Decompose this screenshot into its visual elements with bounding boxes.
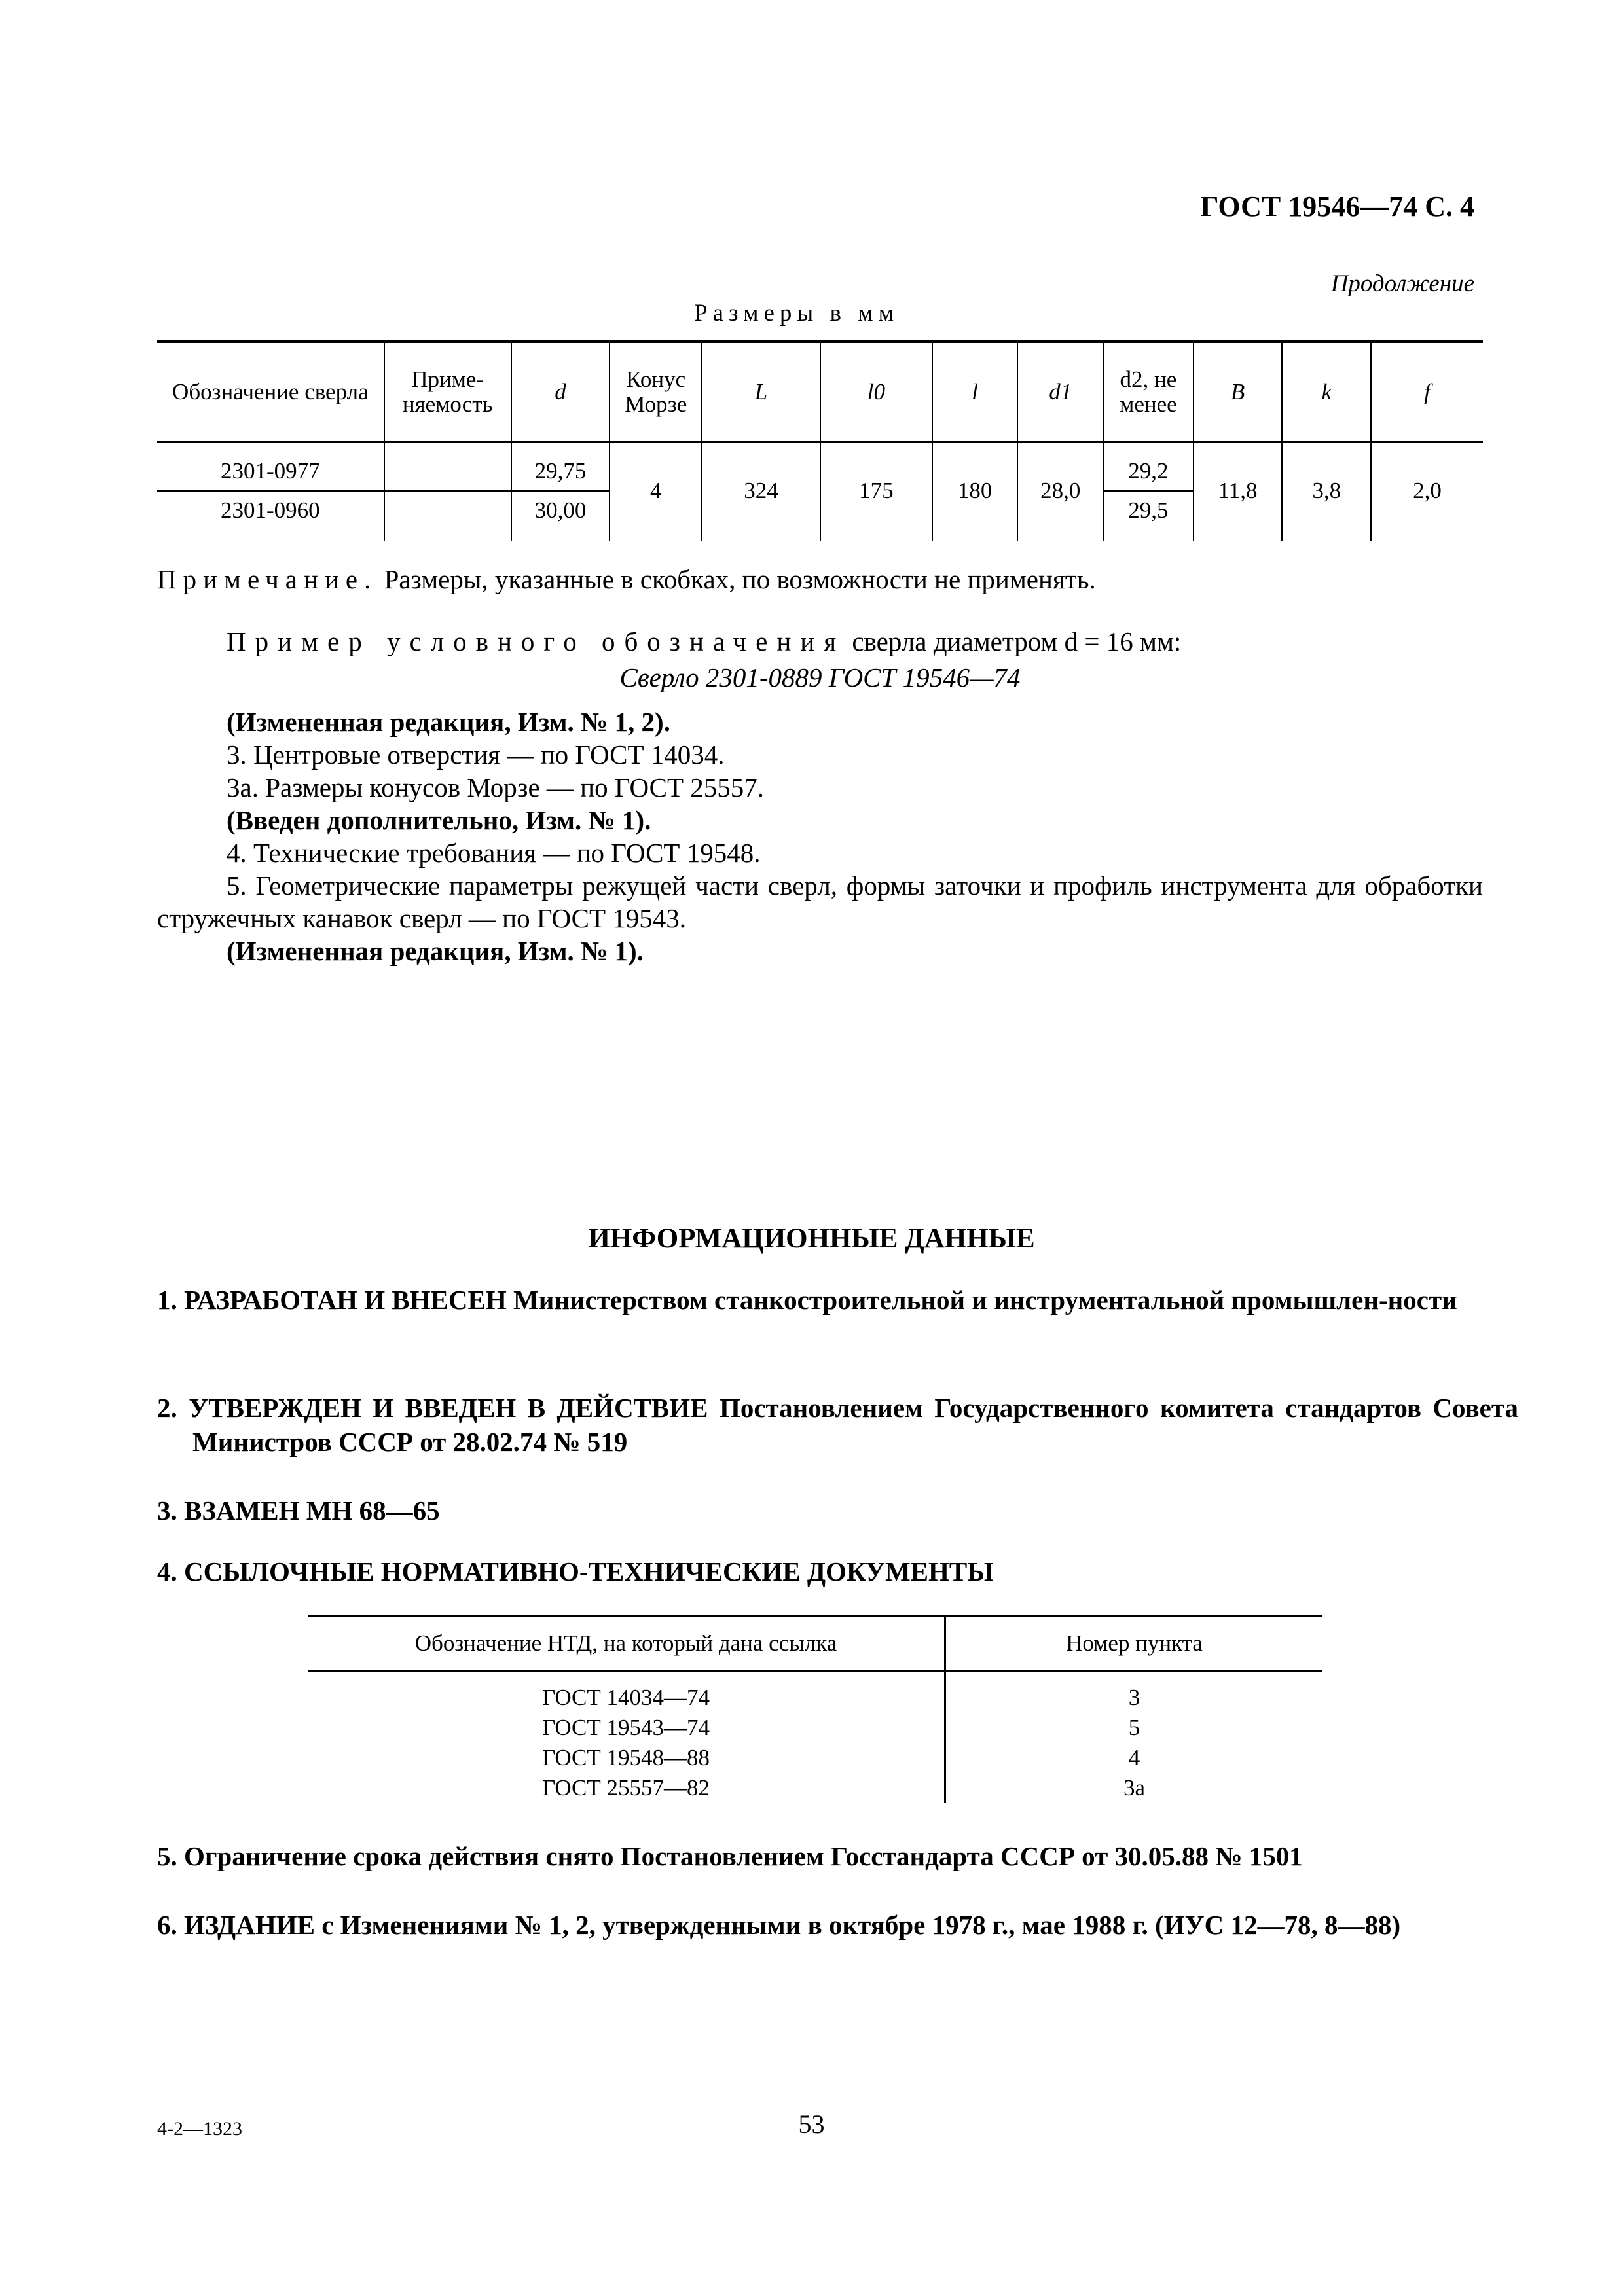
ref-item: 5 xyxy=(1128,1715,1140,1740)
table-row xyxy=(308,1713,1322,1743)
ref-doc: ГОСТ 25557—82 xyxy=(308,1773,945,1803)
info-item-6: 6. ИЗДАНИЕ с Изменениями № 1, 2, утвержденными в октябре 1978 г., мае 1988 г. (ИУС 12—78, 8—88) xyxy=(157,1910,1401,1940)
example-designation: Сверло 2301-0889 ГОСТ 19546—74 xyxy=(619,662,1021,692)
amendment-note-1: (Измененная редакция, Изм. № 1, 2). xyxy=(227,707,670,737)
table-caption: Размеры в мм xyxy=(694,300,900,327)
paragraph-3: 3. Центровые отверстия — по ГОСТ 14034. xyxy=(227,740,725,770)
cell-l0: 175 xyxy=(820,442,932,530)
col-header-d1: d1 xyxy=(1017,342,1103,442)
info-item-2: 2. УТВЕРЖДЕН И ВВЕДЕН В ДЕЙСТВИЕ Постановлением Государственного комитета стандартов Совета Министров СССР от 28.02.74 № 519 xyxy=(157,1393,1518,1457)
example-label: Пример условного обозначения xyxy=(227,626,846,656)
info-item-1: 1. РАЗРАБОТАН И ВНЕСЕН Министерством станкостроительной и инструментальной промышлен-ности xyxy=(157,1285,1457,1315)
info-section-title: ИНФОРМАЦИОННЫЕ ДАННЫЕ xyxy=(588,1223,1035,1254)
continuation-label: Продолжение xyxy=(1330,270,1474,297)
amendment-note-2: (Измененная редакция, Изм. № 1). xyxy=(227,936,644,966)
references-table xyxy=(308,1615,1322,1803)
col-header-d: d xyxy=(511,342,610,442)
cell-d1: 28,0 xyxy=(1017,442,1103,530)
col-header-l0: l0 xyxy=(820,342,932,442)
col-header-f: f xyxy=(1371,342,1483,442)
example-line xyxy=(157,625,1483,658)
paragraph-4: 4. Технические требования — по ГОСТ 19548. xyxy=(227,838,761,868)
cell-designation: 2301-0977 xyxy=(157,442,384,492)
cell-f: 2,0 xyxy=(1371,442,1483,530)
info-item-5: 5. Ограничение срока действия снято Постановлением Госстандарта СССР от 30.05.88 № 1501 xyxy=(157,1841,1303,1871)
table-row xyxy=(308,1773,1322,1803)
cell-designation: 2301-0960 xyxy=(221,497,320,523)
col-header-d2: d2, не менее xyxy=(1103,342,1194,442)
ref-item: 3 xyxy=(1128,1685,1140,1710)
page-number: 53 xyxy=(798,2109,825,2139)
cell-morse: 4 xyxy=(610,442,702,530)
paragraph-3a: 3а. Размеры конусов Морзе — по ГОСТ 25557. xyxy=(227,772,765,802)
table-row xyxy=(308,1743,1322,1773)
document-header: ГОСТ 19546—74 С. 4 xyxy=(1200,190,1474,223)
ref-doc: ГОСТ 19548—88 xyxy=(308,1743,945,1773)
refs-col-header-item: Номер пункта xyxy=(945,1616,1323,1671)
col-header-B: B xyxy=(1194,342,1283,442)
info-item-3: 3. ВЗАМЕН МН 68—65 xyxy=(157,1496,440,1526)
col-header-l: l xyxy=(932,342,1018,442)
info-item-4: 4. ССЫЛОЧНЫЕ НОРМАТИВНО-ТЕХНИЧЕСКИЕ ДОКУМЕНТЫ xyxy=(157,1556,994,1587)
col-header-morse: Конус Морзе xyxy=(610,342,702,442)
cell-L: 324 xyxy=(702,442,820,530)
cell-k: 3,8 xyxy=(1282,442,1371,530)
introduced-note: (Введен дополнительно, Изм. № 1). xyxy=(227,805,651,835)
ref-doc: ГОСТ 14034—74 xyxy=(308,1671,945,1713)
paragraph-5: 5. Геометрические параметры режущей части сверл, формы заточки и профиль инструмента для обработки стружечных канавок сверл — по ГОСТ 19543. xyxy=(157,870,1483,933)
col-header-designation: Обозначение сверла xyxy=(157,342,384,442)
note-text: Размеры, указанные в скобках, по возможности не применять. xyxy=(377,564,1096,594)
table-row xyxy=(157,442,1483,492)
table-row xyxy=(308,1671,1322,1713)
cell-l: 180 xyxy=(932,442,1018,530)
cell-applicability xyxy=(384,491,511,529)
example-text: сверла диаметром d = 16 мм: xyxy=(845,626,1182,656)
cell-d2: 29,2 xyxy=(1103,442,1194,492)
col-header-L: L xyxy=(702,342,820,442)
footer-code: 4-2—1323 xyxy=(157,2118,242,2140)
note-label: Примечание. xyxy=(157,564,378,594)
cell-B: 11,8 xyxy=(1194,442,1283,530)
ref-item: 4 xyxy=(1128,1745,1140,1770)
refs-col-header-doc: Обозначение НТД, на который дана ссылка xyxy=(308,1616,945,1671)
ref-doc: ГОСТ 19543—74 xyxy=(308,1713,945,1743)
table-note xyxy=(157,563,1483,596)
cell-d: 30,00 xyxy=(511,491,610,529)
cell-applicability xyxy=(384,442,511,492)
col-header-k: k xyxy=(1282,342,1371,442)
col-header-applicability: Приме-няемость xyxy=(384,342,511,442)
ref-item: 3а xyxy=(1123,1775,1146,1801)
cell-d2: 29,5 xyxy=(1103,491,1194,529)
dimensions-table xyxy=(157,340,1483,541)
cell-d: 29,75 xyxy=(511,442,610,492)
